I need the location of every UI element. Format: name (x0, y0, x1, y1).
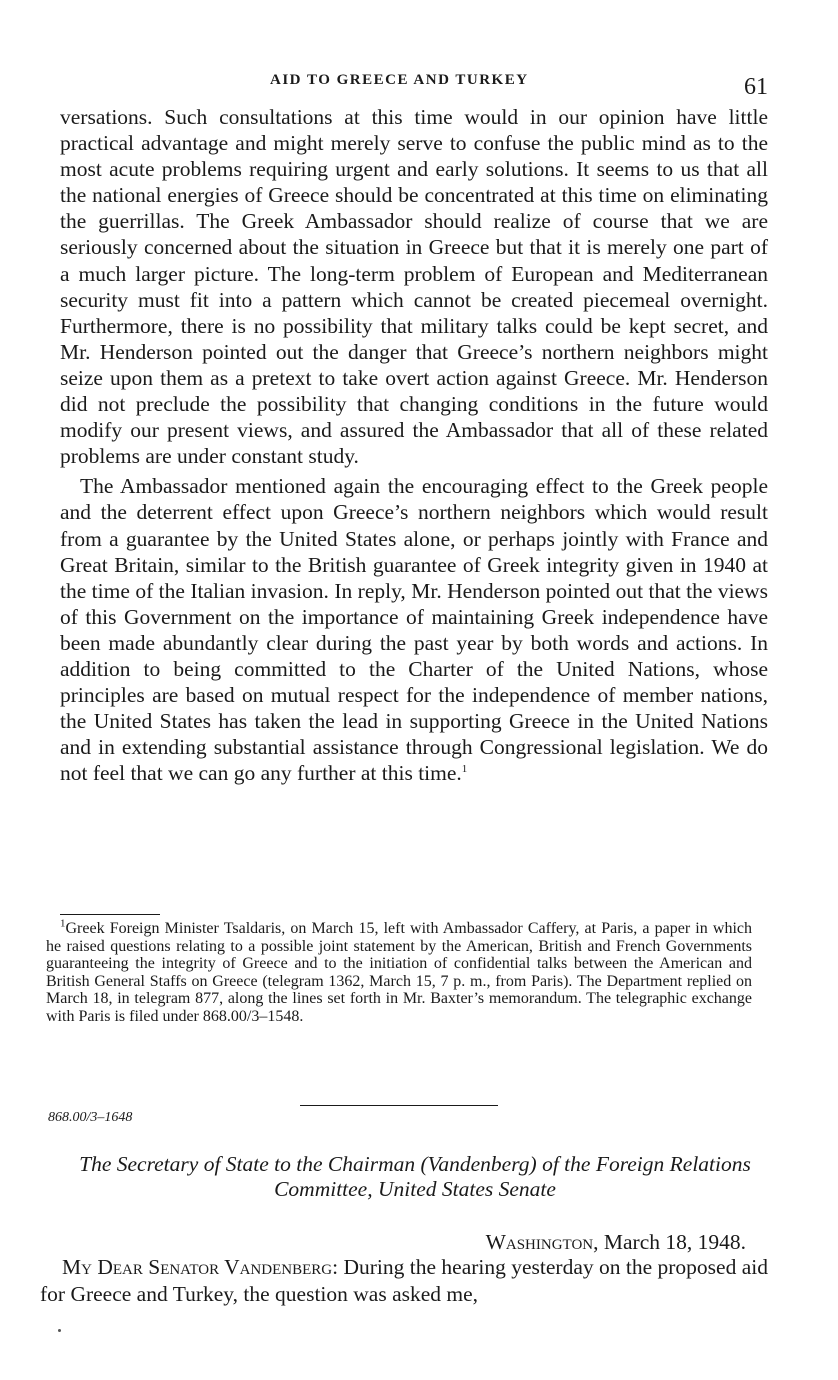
running-title: AID TO GREECE AND TURKEY (270, 72, 529, 88)
footnote-marker: 1 (60, 917, 66, 930)
document-title: The Secretary of State to the Chairman (Vandenberg) of the Foreign Relations Committee, United States Senate (79, 1152, 751, 1201)
letter-opening-text: : During the hearing yesterday on the proposed aid for Greece and Turkey, the question was asked me, (40, 1255, 768, 1306)
footnote-reference: 1 (461, 763, 468, 776)
paragraph-1: versations. Such consultations at this time would in our opinion have little practical advantage and might merely serve to confuse the public mind as to the most acute problems requiring urgent and early solutions. It seems to us that all the national energies of Greece should be concentrated at this time on eliminating the guerrillas. The Greek Ambassador should realize of course that we are seriously concerned about the situation in Greece but that it is merely one part of a much larger picture. The long-term problem of European and Mediterranean security must fit into a pattern which cannot be created piecemeal overnight. Furthermore, there is no possibility that military talks could be kept secret, and Mr. Henderson pointed out the danger that Greece’s northern neighbors might seize upon them as a pretext to take overt action against Greece. Mr. Henderson did not preclude the possibility that changing conditions in the future would modify our present views, and assured the Ambassador that all of these related problems are under constant study. (60, 105, 768, 469)
margin-mark (58, 1329, 61, 1332)
main-text (60, 104, 768, 786)
footnote (46, 917, 752, 1026)
footnote-text: Greek Foreign Minister Tsaldaris, on March 15, left with Ambassador Caffery, at Paris, a paper in which he raised questions relating to a possible joint statement by the American, British and French Governments guaranteeing the integrity of Greece and to the initiation of confidential talks between the American and British General Staffs on Greece (telegram 1362, March 15, 7 p. m., from Paris). The Department replied on March 18, in telegram 877, along the lines set forth in Mr. Baxter’s memorandum. The telegraphic exchange with Paris is filed under 868.00/3–1548. (46, 920, 752, 1025)
dateline-city: Washington (485, 1230, 594, 1254)
salutation: My Dear Senator Vandenberg (62, 1255, 333, 1279)
dateline-date: , March 18, 1948. (593, 1230, 746, 1254)
dateline (486, 1230, 746, 1255)
page-number: 61 (744, 74, 768, 100)
letter-opening (40, 1254, 768, 1308)
paragraph-2 (60, 473, 768, 786)
section-divider (300, 1105, 498, 1106)
paragraph-2-text: The Ambassador mentioned again the encouraging effect to the Greek people and the deterrent effect upon Greece’s northern neighbors which would result from a guarantee by the United States alone, or perhaps jointly with France and Great Britain, similar to the British guarantee of Greek integrity given in 1940 at the time of the Italian invasion. In reply, Mr. Henderson pointed out that the views of this Government on the importance of maintaining Greek independence have been made abundantly clear during the past year by both words and actions. In addition to being committed to the Charter of the United Nations, whose principles are based on mutual respect for the independence of member nations, the United States has taken the lead in supporting Greece in the United Nations and in extending substantial assistance through Congressional legislation. We do not feel that we can go any further at this time. (60, 474, 768, 786)
file-number: 868.00/3–1648 (48, 1110, 133, 1125)
footnote-divider (60, 914, 160, 915)
